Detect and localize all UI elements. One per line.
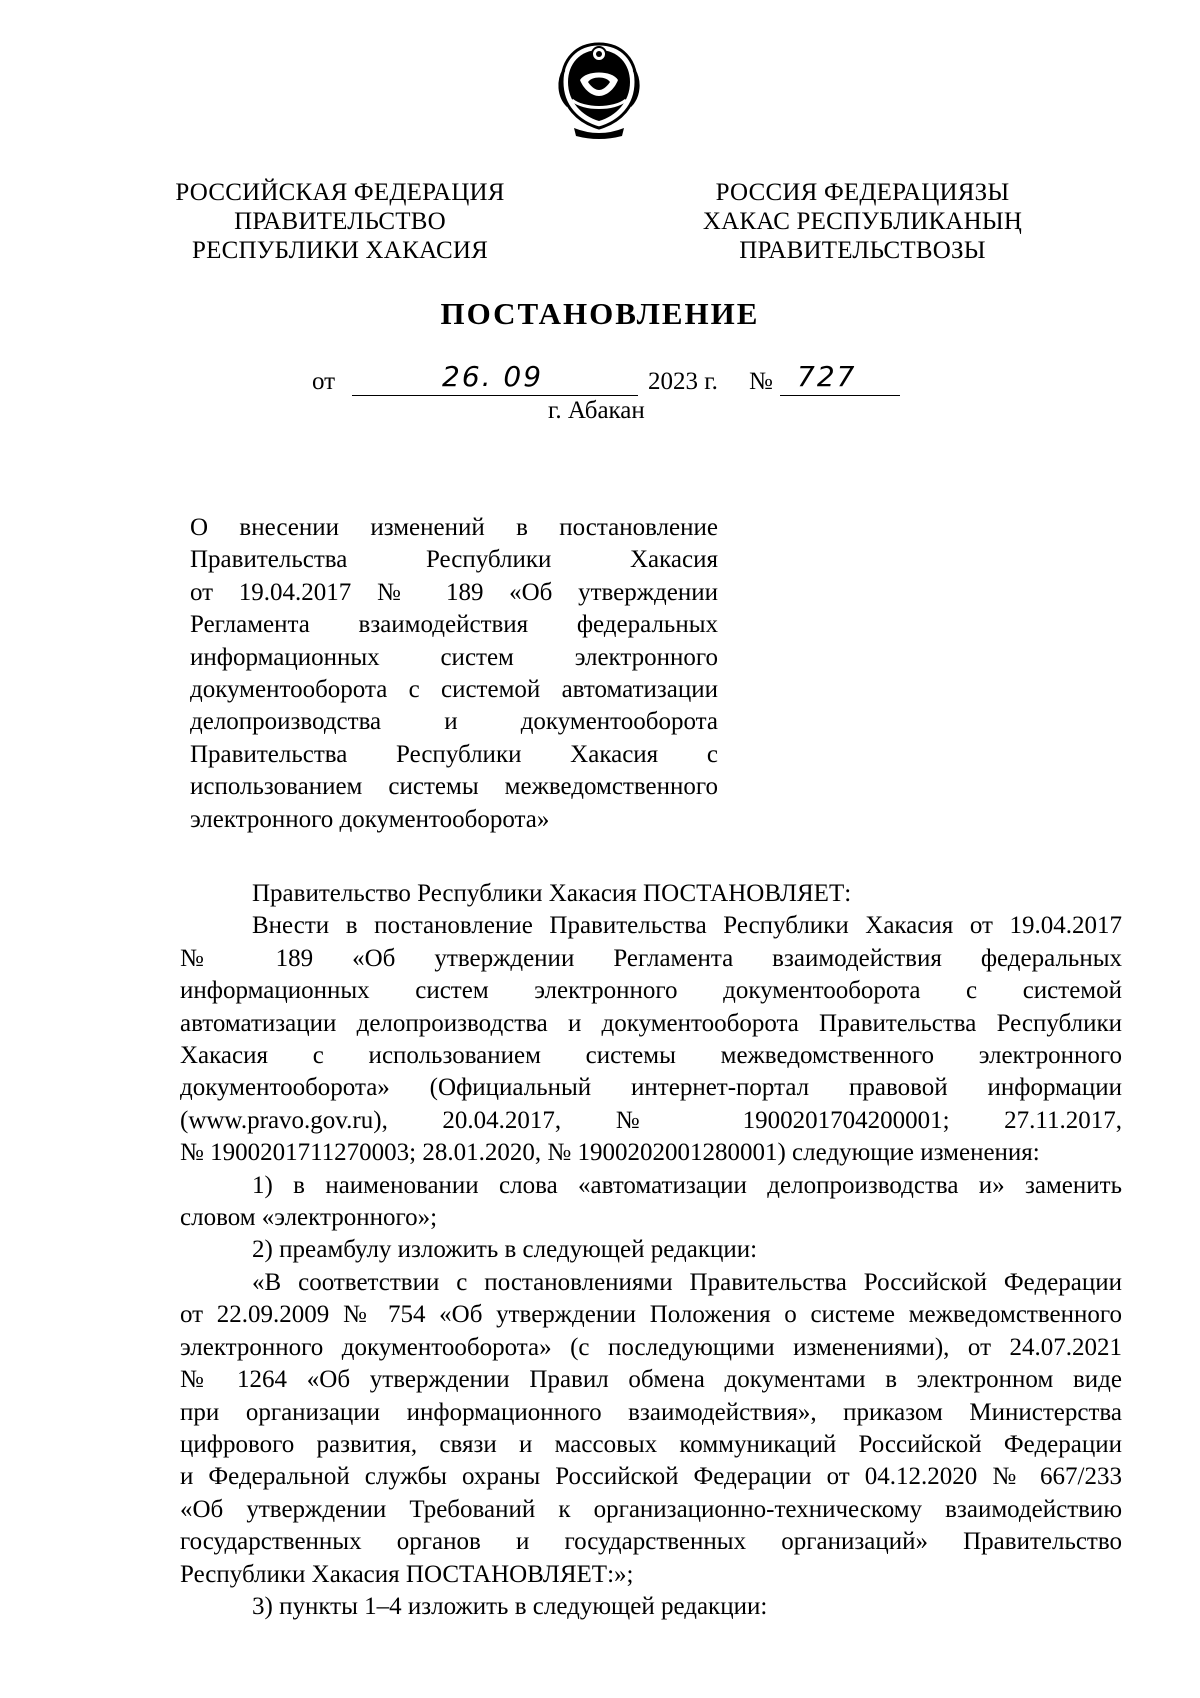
body-line: 2) преамбулу изложить в следующей редакции: — [252, 1236, 758, 1264]
body-line: 1) в наименовании слова «автоматизации делопроизводства и» заменить — [252, 1171, 1122, 1199]
body-line: № 1900201711270003; 28.01.2020, № 1900202001280001) следующие изменения: — [180, 1139, 1040, 1167]
body-line: автоматизации делопроизводства и документооборота Правительства Республики — [180, 1009, 1122, 1037]
body-line: при организации информационного взаимодействия», приказом Министерства — [180, 1398, 1122, 1426]
body-line: № 189 «Об утверждении Регламента взаимодействия федеральных — [180, 944, 1122, 972]
from-label: от — [312, 368, 336, 395]
handwritten-number: 727 — [797, 360, 857, 393]
year-label: 2023 г. — [648, 368, 718, 395]
body-line: Правительство Республики Хакасия ПОСТАНОВЛЯЕТ: — [252, 880, 852, 907]
subject-line: Регламента взаимодействия федеральных — [190, 611, 718, 639]
body-line: цифрового развития, связи и массовых коммуникаций Российской Федерации — [180, 1430, 1122, 1458]
header-right-line: ХАКАС РЕСПУБЛИКАНЫҢ — [702, 208, 1023, 235]
header-left-line: РЕСПУБЛИКИ ХАКАСИЯ — [192, 237, 488, 264]
subject-line: Правительства Республики Хакасия с — [190, 740, 718, 768]
subject-line: от 19.04.2017 № 189 «Об утверждении — [190, 578, 718, 606]
body-line: документооборота» (Официальный интернет-портал правовой информации — [180, 1074, 1122, 1102]
header-right-line: РОССИЯ ФЕДЕРАЦИЯЗЫ — [715, 179, 1010, 206]
subject-line: использованием системы межведомственного — [190, 773, 718, 801]
subject-line: делопроизводства и документооборота — [190, 708, 718, 736]
date-underline — [352, 395, 638, 396]
body-line: словом «электронного»; — [180, 1204, 438, 1232]
header-left-line: РОССИЙСКАЯ ФЕДЕРАЦИЯ — [175, 179, 505, 206]
body-line: от 22.09.2009 № 754 «Об утверждении Положения о системе межведомственного — [180, 1301, 1122, 1329]
body-line: Внести в постановление Правительства Республики Хакасия от 19.04.2017 — [252, 912, 1122, 940]
body-line: № 1264 «Об утверждении Правил обмена документами в электронном виде — [180, 1366, 1122, 1394]
number-label: № — [749, 368, 773, 395]
body-line: и Федеральной службы охраны Российской Федерации от 04.12.2020 № 667/233 — [180, 1463, 1122, 1491]
header-right-line: ПРАВИТЕЛЬСТВОЗЫ — [739, 237, 986, 264]
city-label: г. Абакан — [548, 397, 645, 424]
subject-line: электронного документооборота» — [190, 805, 550, 833]
subject-line: информационных систем электронного — [190, 643, 718, 671]
header-right — [690, 178, 1035, 265]
subject-line: О внесении изменений в постановление — [190, 514, 718, 541]
header-left-line: ПРАВИТЕЛЬСТВО — [234, 208, 446, 235]
body-line: государственных органов и государственных организаций» Правительство — [180, 1528, 1122, 1556]
body-line: «В соответствии с постановлениями Правительства Российской Федерации — [252, 1268, 1122, 1296]
document-title: ПОСТАНОВЛЕНИЕ — [440, 296, 760, 331]
body-line: Республики Хакасия ПОСТАНОВЛЯЕТ:»; — [180, 1560, 634, 1588]
body-line: электронного документооборота» (с последующими изменениями), от 24.07.2021 — [180, 1333, 1122, 1361]
body-line: (www.pravo.gov.ru), 20.04.2017, № 1900201704200001; 27.11.2017, — [180, 1106, 1122, 1134]
document-body — [180, 878, 1122, 1623]
header-left — [170, 178, 510, 265]
body-line: Хакасия с использованием системы межведомственного электронного — [180, 1042, 1122, 1070]
subject-line: документооборота с системой автоматизации — [190, 676, 718, 704]
body-line: «Об утверждении Требований к организационно-техническому взаимодействию — [180, 1495, 1122, 1523]
document-subject — [190, 512, 718, 836]
body-line: информационных систем электронного документооборота с системой — [180, 977, 1122, 1005]
subject-line: Правительства Республики Хакасия — [190, 546, 718, 574]
body-line: 3) пункты 1–4 изложить в следующей редакции: — [252, 1592, 768, 1620]
handwritten-date: 26. 09 — [442, 360, 544, 393]
coat-of-arms-emblem — [554, 40, 644, 140]
number-underline — [780, 395, 900, 396]
